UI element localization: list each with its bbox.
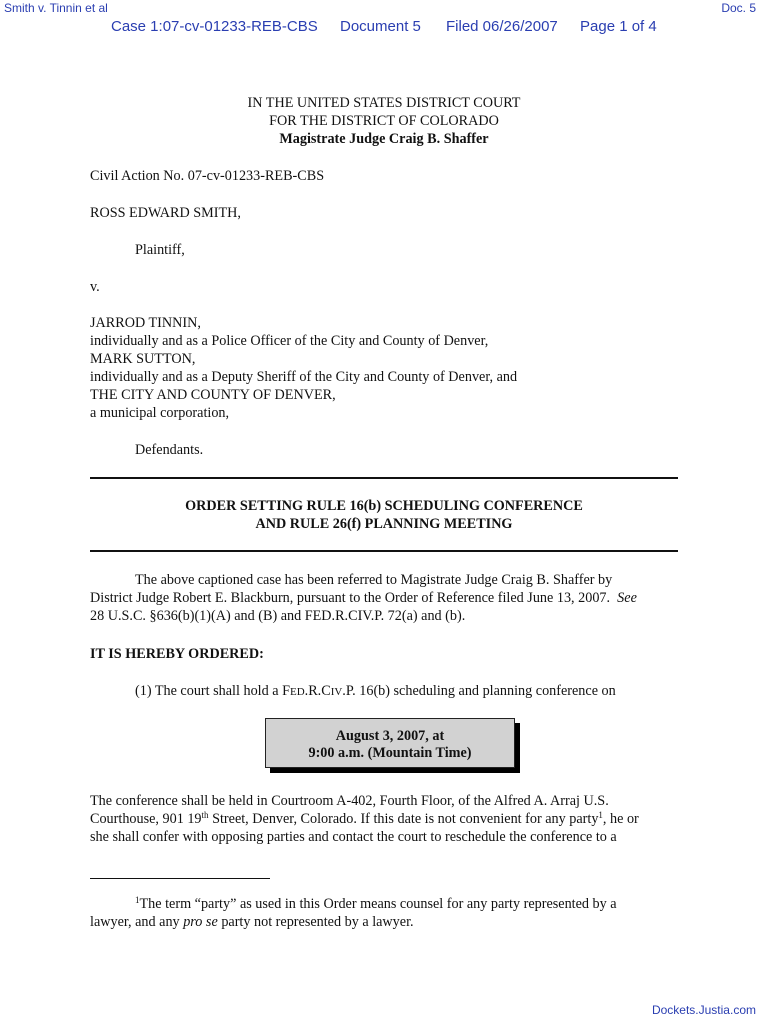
defendant-line: a municipal corporation, xyxy=(90,405,230,421)
body-paragraph-line xyxy=(90,810,639,828)
divider-bottom xyxy=(90,550,678,552)
conference-date: August 3, 2007, at xyxy=(335,728,445,744)
court-name-line1: IN THE UNITED STATES DISTRICT COURT xyxy=(247,95,521,111)
case-title-link[interactable]: Smith v. Tinnin et al xyxy=(4,1,108,15)
body-paragraph-line: The conference shall be held in Courtroom A-402, Fourth Floor, of the Alfred A. Arraj U.S. xyxy=(90,793,609,809)
plaintiff-label: Plaintiff, xyxy=(135,242,185,258)
body-text: Courthouse, 901 19 xyxy=(90,811,202,827)
defendant-line: JARROD TINNIN, xyxy=(90,315,201,331)
item-text: (1) The court shall hold a F xyxy=(135,683,290,699)
footnote-text: lawyer, and any xyxy=(90,914,184,930)
small-caps: IV xyxy=(330,686,343,698)
body-paragraph-line: she shall confer with opposing parties and contact the court to reschedule the conference to a xyxy=(90,829,617,845)
dockets-justia-link[interactable]: Dockets.Justia.com xyxy=(651,1003,756,1017)
order-title-line2: AND RULE 26(f) PLANNING MEETING xyxy=(255,516,513,532)
body-text: Street, Denver, Colorado. If this date is not convenient for any party xyxy=(208,811,599,827)
ordered-item-1 xyxy=(135,682,616,701)
body-paragraph-line: 28 U.S.C. §636(b)(1)(A) and (B) and FED.R.CIV.P. 72(a) and (b). xyxy=(90,608,466,624)
versus: v. xyxy=(90,279,100,295)
footnote-text: party not represented by a lawyer. xyxy=(217,914,414,930)
item-text: .R.C xyxy=(304,683,331,699)
footnote-marker: 1 xyxy=(135,895,140,905)
superscript: th xyxy=(201,810,209,820)
small-caps: ED xyxy=(289,686,305,698)
body-text: District Judge Robert E. Blackburn, pursuant to the Order of Reference filed June 13, 2007. xyxy=(90,590,611,606)
order-title-line1: ORDER SETTING RULE 16(b) SCHEDULING CONFERENCE xyxy=(185,498,583,514)
footnote-text: The term “party” as used in this Order means counsel for any party represented by a xyxy=(139,896,617,912)
ordered-heading: IT IS HEREBY ORDERED: xyxy=(90,646,264,662)
body-paragraph-line: The above captioned case has been referred to Magistrate Judge Craig B. Shaffer by xyxy=(135,572,613,588)
document-number: Document 5 xyxy=(340,18,421,35)
magistrate-judge: Magistrate Judge Craig B. Shaffer xyxy=(279,131,489,147)
footnote-line xyxy=(135,895,617,913)
defendant-line: MARK SUTTON, xyxy=(90,351,196,367)
defendants-label: Defendants. xyxy=(135,442,204,458)
footnote-divider xyxy=(90,878,270,879)
defendant-line: THE CITY AND COUNTY OF DENVER, xyxy=(90,387,336,403)
item-text: .P. 16(b) scheduling and planning conference on xyxy=(342,683,616,699)
conference-time: 9:00 a.m. (Mountain Time) xyxy=(308,745,472,761)
defendant-line: individually and as a Deputy Sheriff of the City and County of Denver, and xyxy=(90,369,518,385)
page-indicator: Page 1 of 4 xyxy=(580,18,657,35)
filed-date: Filed 06/26/2007 xyxy=(446,18,558,35)
footnote-ref: 1 xyxy=(598,810,603,820)
court-name-line2: FOR THE DISTRICT OF COLORADO xyxy=(269,113,499,129)
see-citation: See xyxy=(617,590,637,606)
body-paragraph-line xyxy=(90,589,637,607)
case-number: Case 1:07-cv-01233-REB-CBS xyxy=(111,18,318,35)
doc-number-link[interactable]: Doc. 5 xyxy=(721,1,756,15)
pro-se: pro se xyxy=(183,914,218,930)
divider-top xyxy=(90,477,678,479)
defendant-line: individually and as a Police Officer of the City and County of Denver, xyxy=(90,333,489,349)
civil-action-number: Civil Action No. 07-cv-01233-REB-CBS xyxy=(90,168,325,184)
body-text: , he or xyxy=(602,811,639,827)
footnote-line xyxy=(90,913,414,931)
plaintiff-name: ROSS EDWARD SMITH, xyxy=(90,205,241,221)
conference-date-box xyxy=(265,718,515,768)
